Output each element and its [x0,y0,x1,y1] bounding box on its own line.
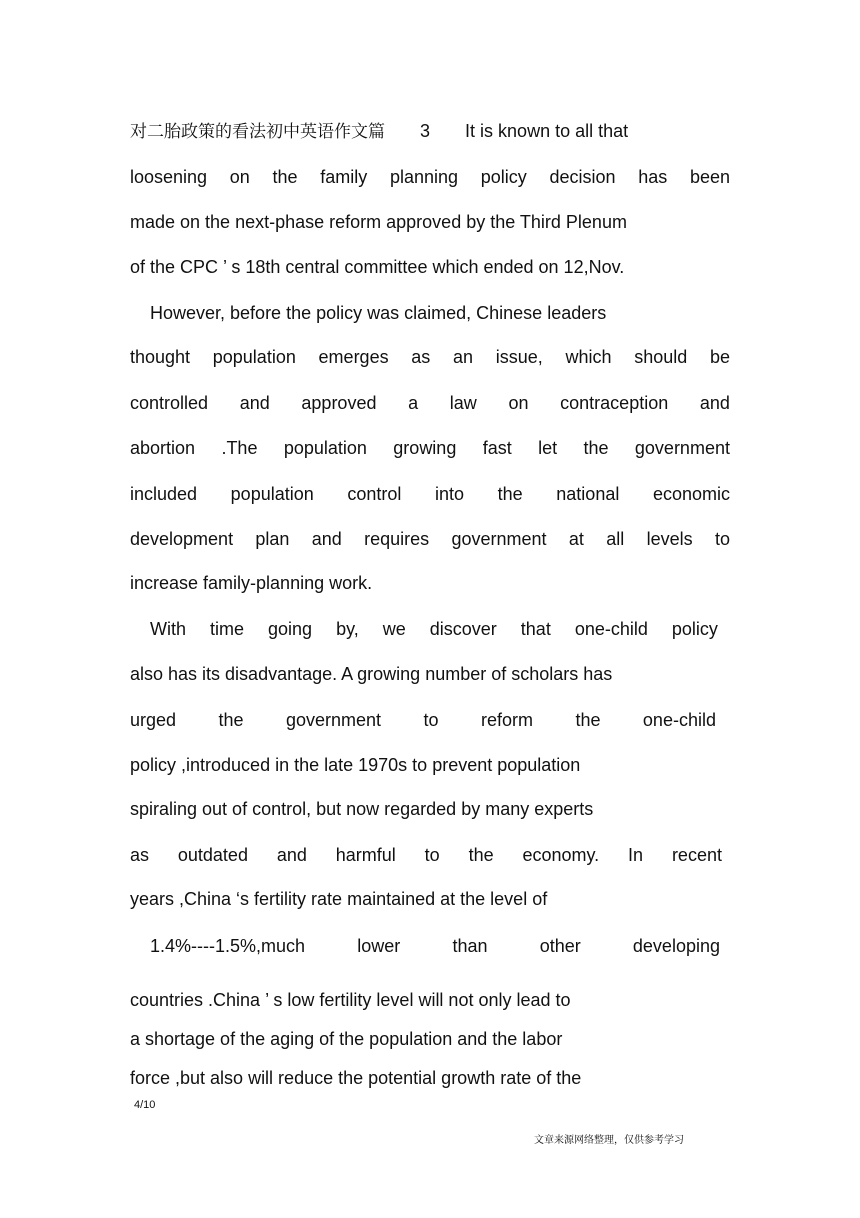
word: the [497,484,523,504]
word: approved [301,393,377,413]
word: economic [652,484,730,504]
word: issue, [495,347,543,367]
heading-line [130,120,628,143]
word: .The [221,438,258,458]
word: population [230,484,314,504]
word: to [714,529,730,549]
word: In [628,845,644,865]
word: time [210,619,245,639]
body-line: spiraling out of control, but now regarded by many experts [130,799,594,819]
word: reform [480,710,533,730]
word: the [468,845,494,865]
word: 1.4%----1.5%,much [150,936,306,956]
heading-chinese: 对二胎政策的看法初中英语作文篇 [130,122,385,142]
word: development [130,529,234,549]
word: all [606,529,625,549]
word: emerges [318,347,389,367]
word: discover [429,619,497,639]
body-line [130,437,730,459]
word: abortion [130,438,196,458]
word: policy [480,167,527,187]
word: loosening [130,167,208,187]
body-line [130,709,716,731]
word: law [449,393,477,413]
word: a [408,393,419,413]
word: let [538,438,558,458]
word: as [130,845,150,865]
word: we [382,619,406,639]
word: one-child [642,710,716,730]
word: developing [632,936,720,956]
word: that [520,619,551,639]
source-note: 文章来源网络整理，仅供参考学习 [534,1135,684,1146]
heading-text: It is known to all that [465,121,629,141]
word: outdated [177,845,248,865]
body-line: made on the next-phase reform approved by the Third Plenum [130,212,627,232]
word: by, [336,619,359,639]
word: family [320,167,368,187]
word: been [689,167,730,187]
word: the [272,167,298,187]
body-line: policy ,introduced in the late 1970s to prevent population [130,755,581,775]
word: requires [364,529,430,549]
word: urged [130,710,177,730]
page-number: 4/10 [134,1099,156,1111]
word: government [285,710,382,730]
body-line [150,618,718,640]
word: and [311,529,342,549]
word: be [709,347,730,367]
word: growing [393,438,457,458]
word: which [565,347,612,367]
word: contraception [560,393,669,413]
word: control [347,484,402,504]
word: thought [130,347,191,367]
word: on [229,167,250,187]
body-line: of the CPC ’ s 18th central committee which ended on 12,Nov. [130,257,625,277]
word: and [239,393,270,413]
word: With [150,619,186,639]
word: government [634,438,730,458]
word: the [218,710,244,730]
word: policy [671,619,718,639]
word: other [539,936,581,956]
body-line: increase family-planning work. [130,573,373,593]
word: at [568,529,584,549]
word: the [583,438,609,458]
body-line: However, before the policy was claimed, Chinese leaders [150,303,607,323]
word: one-child [574,619,648,639]
word: as [411,347,431,367]
word: harmful [335,845,396,865]
word: should [634,347,688,367]
body-line [130,166,730,188]
word: going [268,619,313,639]
body-line: a shortage of the aging of the population and the labor [130,1029,563,1049]
word: lower [357,936,401,956]
body-line: force ,but also will reduce the potential growth rate of the [130,1068,582,1088]
word: fast [482,438,512,458]
heading-number: 3 [420,121,431,141]
body-line [130,844,722,866]
word: government [451,529,547,549]
word: population [283,438,367,458]
word: levels [646,529,693,549]
word: to [424,845,440,865]
word: the [575,710,601,730]
word: into [435,484,465,504]
body-line [150,935,720,957]
word: than [452,936,488,956]
word: an [453,347,474,367]
body-line [130,483,730,505]
word: and [699,393,730,413]
word: to [423,710,439,730]
word: on [508,393,529,413]
body-line: years ,China ‘s fertility rate maintained at the level of [130,889,548,909]
word: included [130,484,198,504]
word: economy. [522,845,600,865]
body-line [130,528,730,550]
word: population [212,347,296,367]
body-line [130,346,730,368]
word: has [638,167,668,187]
word: national [556,484,620,504]
word: and [276,845,307,865]
word: recent [671,845,722,865]
body-line [130,392,730,414]
word: controlled [130,393,209,413]
word: decision [549,167,616,187]
word: planning [389,167,459,187]
body-line: also has its disadvantage. A growing number of scholars has [130,664,613,684]
word: plan [255,529,290,549]
body-line: countries .China ’ s low fertility level will not only lead to [130,990,571,1010]
